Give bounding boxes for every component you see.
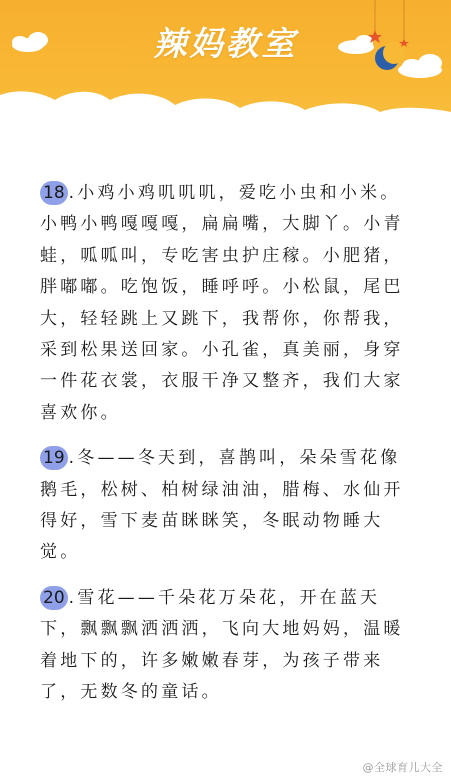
item-text: .冬——冬天到，喜鹊叫，朵朵雪花像鹅毛，松树、柏树绿油油，腊梅、水仙开得好，雪下麦苗眯眯笑，冬眠动物睡大觉。 xyxy=(40,448,404,563)
item-text: .小鸡小鸡叽叽叽，爱吃小虫和小米。小鸭小鸭嘎嘎嘎，扁扁嘴，大脚丫。小青蛙，呱呱叫，专吃害虫护庄稼。小肥猪，胖嘟嘟。吃饱饭，睡呼呼。小松鼠，尾巴大，轻轻跳上又跳下，我帮你，你帮我，采到松果送回家。小孔雀，真美丽，身穿一件花衣裳，衣服干净又整齐，我们大家喜欢你。 xyxy=(40,183,404,423)
list-item xyxy=(40,443,413,569)
watermark: @全球育儿大全 xyxy=(362,761,443,774)
list-item xyxy=(40,178,413,429)
article-content xyxy=(0,150,451,723)
header-banner xyxy=(0,0,451,150)
item-number-badge: 19 xyxy=(40,446,68,470)
brand-title: 辣妈教室 xyxy=(153,24,298,63)
item-number-badge: 18 xyxy=(40,181,68,205)
item-text: .雪花——千朵花万朵花，开在蓝天下，飘飘飘洒洒洒，飞向大地妈妈，温暖着地下的，许多嫩嫩春芽，为孩子带来了，无数冬的童话。 xyxy=(40,587,404,703)
item-number-badge: 20 xyxy=(40,586,68,610)
list-item xyxy=(40,583,413,709)
